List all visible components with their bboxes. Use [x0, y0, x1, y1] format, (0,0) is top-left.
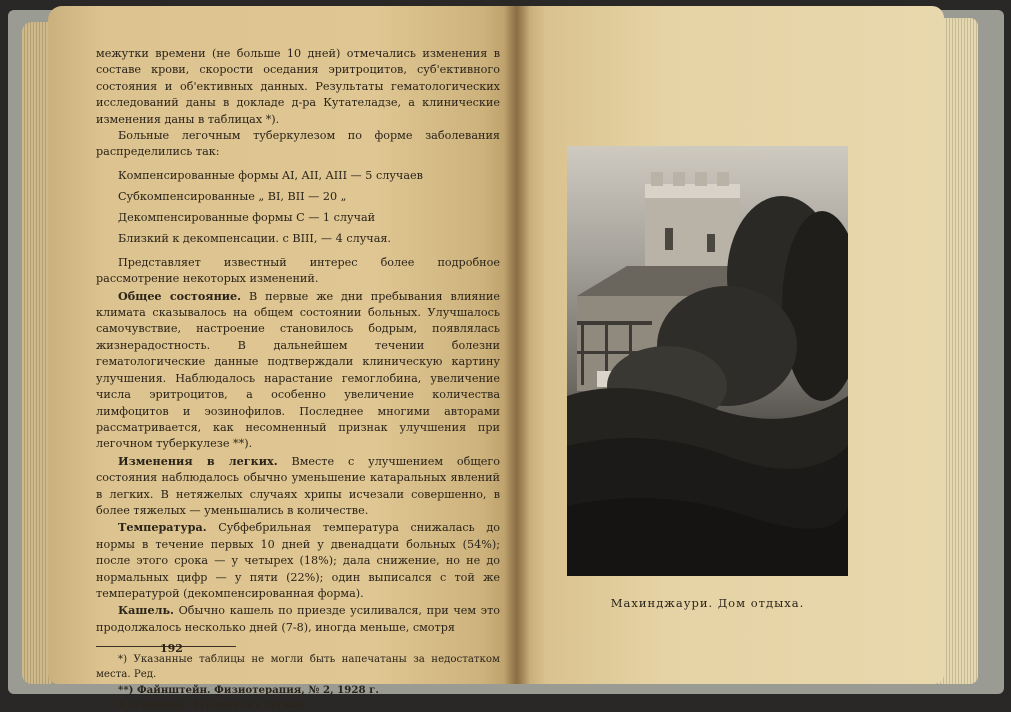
section-body: В первые же дни пребывания влияние климата сказывалось на общем состоянии больных. Улучшалось самочувствие, настроение становилось бодрым, появлялась жизнерадостность. В дальнейшем течении болезни гематологические данные подтверждали клиническую картину улучшения. Наблюдалось нарастание гемоглобина, увеличение числа эритроцитов, а особенно увеличение количества лимфоцитов и эозинофилов. Последнее многими авторами рассматривается, как несомненный признак улучшения при легочном туберкулезе **). — [96, 289, 501, 451]
section-temperature — [96, 519, 500, 602]
section-body: Субфебрильная температура снижалась до нормы в течение первых 10 дней у двенадцати больных (54%); после этого срока — у четырех (18%); дала снижение, но не до нормальных цифр — у пяти (22%); один выписался с той же температурой (декомпенсированная форма). — [96, 521, 500, 600]
list-item: Компенсированные формы AI, AII, AIII — 5 случаев — [118, 168, 423, 182]
list-item: Близкий к декомпенсации. с BIII, — 4 случая. — [118, 231, 391, 245]
rest-house-photo — [567, 146, 848, 576]
section-heading: Кашель. — [118, 603, 174, 618]
footnote: *) Указанные таблицы не могли быть напечатаны за недостатком места. Ред. — [96, 654, 500, 680]
list-item: Декомпенсированные формы C — 1 случай — [118, 210, 376, 224]
photo-caption: Махинджаури. Дом отдыха. — [610, 596, 805, 610]
page-stack-right — [938, 18, 978, 684]
book-gutter — [504, 6, 530, 684]
photo-illustration — [567, 146, 848, 576]
list-item: Субкомпенсированные „ BI, BII — 20 „ — [118, 189, 347, 203]
section-body: Вместе с улучшением общего состояния наблюдалось обычно уменьшение катаральных явлений в легких. В нетяжелых случаях хрипы исчезали совершенно, в более тяжелых — уменьшались в количестве. — [96, 454, 500, 517]
section-lungs — [96, 453, 500, 520]
section-heading: Изменения в легких. — [118, 453, 278, 468]
paragraph-interest: Представляет известный интерес более подробное рассмотрение некоторых изменений. — [96, 255, 500, 286]
case-distribution-list — [96, 165, 500, 249]
section-cough — [96, 602, 500, 636]
footnote: Клемперер. Туберкулез легких. — [118, 698, 309, 711]
left-page-text — [96, 46, 500, 712]
paragraph-distribution: Больные легочным туберкулезом по форме заболевания распределились так: — [96, 129, 500, 159]
section-general-state — [96, 288, 500, 453]
section-heading: Температура. — [118, 520, 207, 535]
paragraph-intro: межутки времени (не больше 10 дней) отмечались изменения в составе крови, скорости оседания эритроцитов, суб'ективного состояния и об'ективных данных. Результаты гематологических исследований даны в докладе д-ра Кутателадзе, а клинические изменения даны в таблицах *). — [96, 47, 500, 126]
section-heading: Общее состояние. — [118, 288, 242, 303]
page-number: 192 — [160, 642, 183, 655]
footnote: **) Файнштейн. Физиотерапия, № 2, 1928 г. — [118, 683, 379, 696]
section-body: Обычно кашель по приезде усиливался, при чем это продолжалось несколько дней (7-8), иногда меньше, смотря — [96, 604, 500, 634]
